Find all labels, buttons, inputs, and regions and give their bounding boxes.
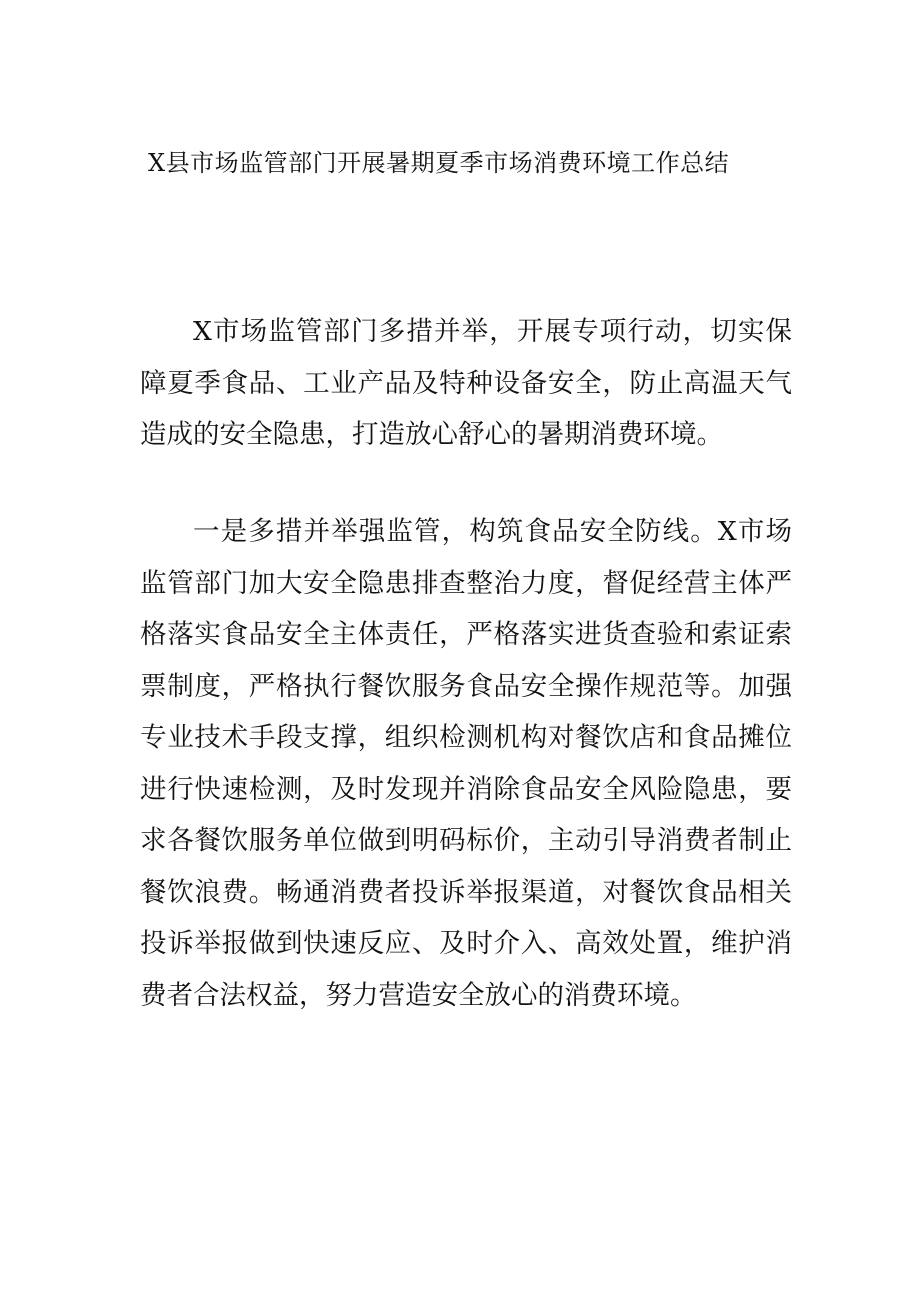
document-title: X县市场监管部门开展暑期夏季市场消费环境工作总结 [148,149,730,177]
paragraph-intro: X市场监管部门多措并举，开展专项行动，切实保障夏季食品、工业产品及特种设备安全，防止高温天气造成的安全隐患，打造放心舒心的暑期消费环境。 [140,316,792,450]
paragraph-food-safety: 一是多措并举强监管，构筑食品安全防线。X市场监管部门加大安全隐患排查整治力度，督促经营主体严格落实食品安全主体责任，严格落实进货查验和索证索票制度，严格执行餐饮服务食品安全操作规范等。加强专业技术手段支撑，组织检测机构对餐饮店和食品摊位进行快速检测，及时发现并消除食品安全风险隐患，要求各餐饮服务单位做到明码标价，主动引导消费者制止餐饮浪费。畅通消费者投诉举报渠道，对餐饮食品相关投诉举报做到快速反应、及时介入、高效处置，维护消费者合法权益，努力营造安全放心的消费环境。 [140,516,792,1011]
